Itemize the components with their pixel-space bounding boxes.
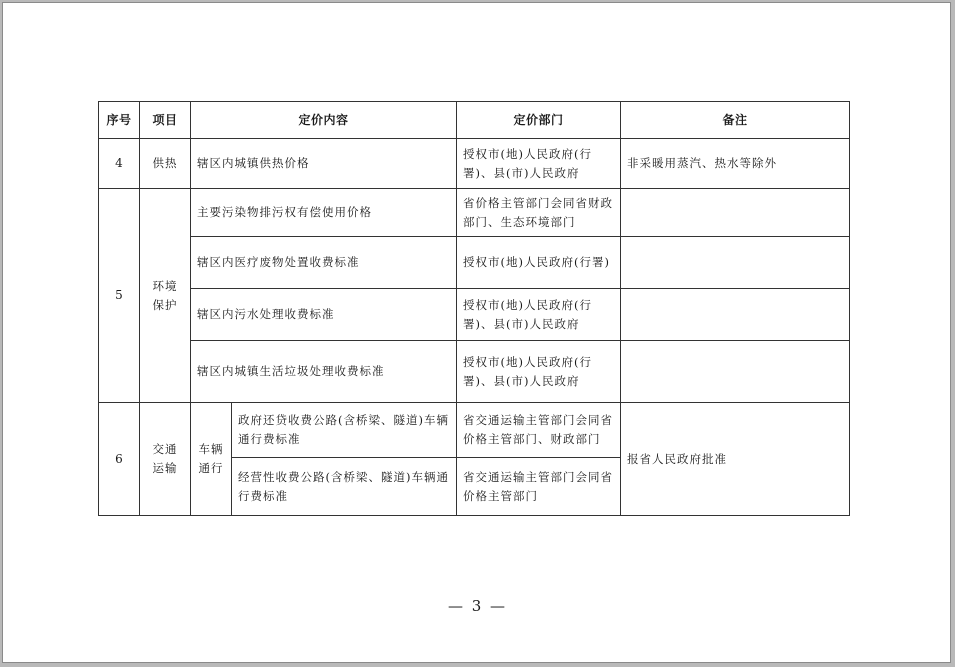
row-department: 省交通运输主管部门会同省价格主管部门、财政部门	[457, 403, 621, 458]
table-row	[99, 341, 850, 403]
header-content: 定价内容	[191, 102, 457, 139]
row-department: 省价格主管部门会同省财政部门、生态环境部门	[457, 189, 621, 237]
row-department: 授权市(地)人民政府(行署)、县(市)人民政府	[457, 139, 621, 189]
page-number: — 3 —	[447, 597, 508, 615]
row-content: 政府还贷收费公路(含桥梁、隧道)车辆通行费标准	[232, 403, 457, 458]
pricing-table	[98, 101, 850, 516]
row-content: 辖区内医疗废物处置收费标准	[191, 237, 457, 289]
table-row	[99, 403, 850, 458]
row-remark	[621, 237, 850, 289]
row-remark	[621, 189, 850, 237]
row-seq: 4	[99, 139, 140, 189]
row-remark	[621, 289, 850, 341]
header-seq: 序号	[99, 102, 140, 139]
row-sub-item: 车辆通行	[191, 403, 232, 516]
row-department: 授权市(地)人民政府(行署)	[457, 237, 621, 289]
row-item: 供热	[140, 139, 191, 189]
header-remark: 备注	[621, 102, 850, 139]
row-item: 交通运输	[140, 403, 191, 516]
row-seq: 5	[99, 189, 140, 403]
table-header-row	[99, 102, 850, 139]
row-department: 省交通运输主管部门会同省价格主管部门	[457, 458, 621, 516]
row-content: 辖区内污水处理收费标准	[191, 289, 457, 341]
row-content: 辖区内城镇供热价格	[191, 139, 457, 189]
row-seq: 6	[99, 403, 140, 516]
row-content: 主要污染物排污权有偿使用价格	[191, 189, 457, 237]
row-remark: 报省人民政府批准	[621, 403, 850, 516]
header-department: 定价部门	[457, 102, 621, 139]
header-item: 项目	[140, 102, 191, 139]
row-content: 经营性收费公路(含桥梁、隧道)车辆通行费标准	[232, 458, 457, 516]
table-row	[99, 289, 850, 341]
table-row	[99, 139, 850, 189]
document-page	[2, 2, 951, 663]
table-row	[99, 237, 850, 289]
row-department: 授权市(地)人民政府(行署)、县(市)人民政府	[457, 289, 621, 341]
table-row	[99, 189, 850, 237]
row-department: 授权市(地)人民政府(行署)、县(市)人民政府	[457, 341, 621, 403]
row-content: 辖区内城镇生活垃圾处理收费标准	[191, 341, 457, 403]
row-remark	[621, 341, 850, 403]
row-item: 环境保护	[140, 189, 191, 403]
row-remark: 非采暖用蒸汽、热水等除外	[621, 139, 850, 189]
